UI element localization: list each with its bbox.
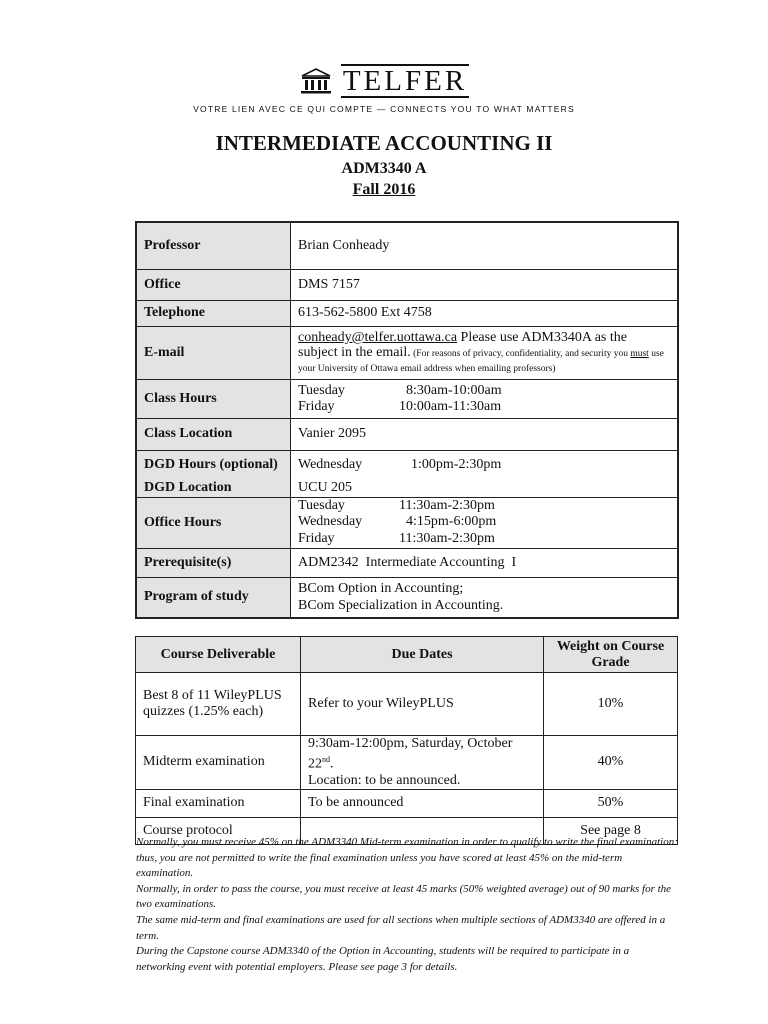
info-row-office-hours <box>136 497 678 548</box>
logo-wordmark: TELFER <box>342 65 468 97</box>
program-value: BCom Option in Accounting; BCom Specialization in Accounting. <box>291 577 679 618</box>
logo-tagline: VOTRE LIEN AVEC CE QUI COMPTE — CONNECTS YOU TO WHAT MATTERS <box>193 104 575 114</box>
info-row-prereq <box>136 548 678 577</box>
email-note: Please use ADM3340A as the subject in the email. <box>298 330 627 360</box>
info-row-class-location <box>136 418 678 450</box>
note-paragraph: During the Capstone course ADM3340 of the Option in Accounting, students will be required to participate in a networking event with potential employers. Please see page 3 for details. <box>136 945 630 973</box>
professor-label: Professor <box>136 222 291 269</box>
deliverables-table <box>135 636 678 845</box>
dgd-location-value: UCU 205 <box>291 480 679 497</box>
deliverables-header <box>136 637 678 673</box>
email-value <box>291 326 679 379</box>
course-code: ADM3340 A <box>341 160 427 177</box>
dgd-location-label: DGD Location <box>136 480 291 497</box>
info-row-dgd-location <box>136 480 678 497</box>
table-row: Best 8 of 11 WileyPLUS quizzes (1.25% each) Refer to your WileyPLUS 10% <box>136 673 678 736</box>
telephone-value: 613-562-5800 Ext 4758 <box>291 300 679 326</box>
prereq-value: ADM2342 Intermediate Accounting I <box>291 548 679 577</box>
prereq-label: Prerequisite(s) <box>136 548 291 577</box>
building-icon <box>299 67 333 95</box>
email-small-b: use your University of Ottawa email address when emailing professors) <box>298 349 664 374</box>
email-small-must: must <box>630 349 649 359</box>
info-row-dgd-hours <box>136 450 678 480</box>
dgd-hours-value: Wednesday 1:00pm-2:30pm <box>291 450 679 480</box>
col-due-dates: Due Dates <box>301 637 544 673</box>
class-location-label: Class Location <box>136 418 291 450</box>
table-row: Midterm examination 9:30am-12:00pm, Saturday, October 22nd. Location: to be announced. 40% <box>136 736 678 790</box>
info-row-class-hours <box>136 379 678 418</box>
class-hours-value <box>291 379 679 418</box>
note-paragraph: The same mid-term and final examinations are used for all sections when multiple sections of ADM3340 are offered in a term. <box>136 913 666 942</box>
email-link[interactable]: conheady@telfer.uottawa.ca <box>298 330 458 345</box>
class-location-value: Vanier 2095 <box>291 418 679 450</box>
col-weight: Weight on Course Grade <box>544 637 678 673</box>
telephone-label: Telephone <box>136 300 291 326</box>
table-row: Course protocol See page 8 <box>136 817 678 844</box>
class-hours-line: Friday 10:00am-11:30am <box>298 398 502 414</box>
class-hours-line: Tuesday 8:30am-10:00am <box>298 382 502 398</box>
info-row-professor <box>136 222 678 269</box>
email-small-a: (For reasons of privacy, confidentiality, and security you <box>410 349 631 359</box>
office-label: Office <box>136 269 291 300</box>
office-hours-label: Office Hours <box>136 497 291 548</box>
info-row-office <box>136 269 678 300</box>
telfer-logo <box>0 64 768 114</box>
table-row: Final examination To be announced 50% <box>136 789 678 817</box>
col-deliverable: Course Deliverable <box>136 637 301 673</box>
info-row-program <box>136 577 678 618</box>
dgd-hours-label: DGD Hours (optional) <box>136 450 291 480</box>
course-info-table <box>135 221 679 619</box>
class-hours-label: Class Hours <box>136 379 291 418</box>
course-notes <box>136 835 681 975</box>
info-row-email <box>136 326 678 379</box>
office-hours-value: Tuesday 11:30am-2:30pm Wednesday 4:15pm-6:00pm Friday 11:30am-2:30pm <box>291 497 679 548</box>
office-value: DMS 7157 <box>291 269 679 300</box>
program-label: Program of study <box>136 577 291 618</box>
course-term: Fall 2016 <box>352 181 416 198</box>
email-label: E-mail <box>136 326 291 379</box>
course-title: INTERMEDIATE ACCOUNTING II <box>215 131 553 155</box>
info-row-telephone <box>136 300 678 326</box>
note-paragraph: Normally, in order to pass the course, you must receive at least 45 marks (50% weighted average) out of 90 marks for the two examinations. <box>136 882 672 911</box>
note-paragraph: Normally, you must receive 45% on the ADM3340 Mid-term examination in order to qualify to write the final examination: thus, you are not permitted to write the final examination unless you have scored at least 45% on the mid-term examination. <box>136 836 678 880</box>
professor-value: Brian Conheady <box>291 222 679 269</box>
